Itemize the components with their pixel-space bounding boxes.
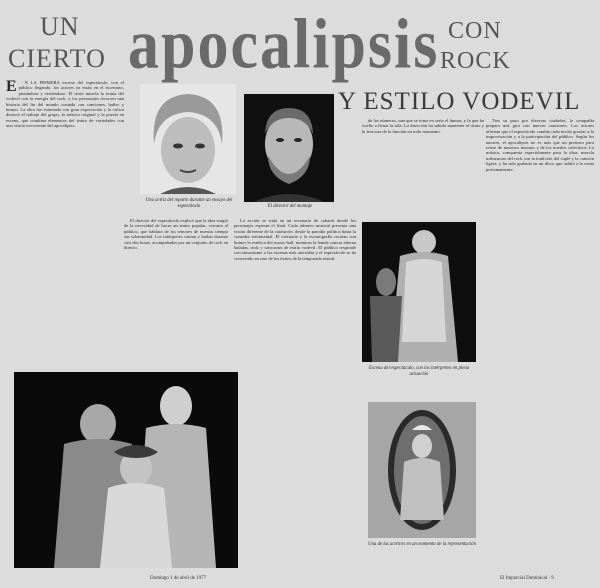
article-column-1	[6, 80, 124, 360]
caption-woman: Una actriz del reparto durante un ensayo del espectáculo	[145, 198, 233, 209]
article-column-4	[362, 118, 484, 218]
caption-man: El director del montaje	[267, 204, 313, 209]
article-column-2	[124, 218, 228, 368]
footer-publication: El Imparcial Dominical · 9	[500, 576, 554, 581]
article-paragraph: de los números, una que se toma en serio el humor, y la que ha vuelto a llenar la sala. La dirección ha sabido mantener el ritmo y la frescura de la función en todo momento.	[362, 118, 484, 134]
drop-cap: E	[6, 80, 17, 95]
photo-stage-performers	[362, 222, 476, 362]
footer-date: Domingo 1 de abril de 1977	[150, 576, 207, 581]
photo-mirror-performer	[368, 402, 476, 538]
article-paragraph: La acción se sitúa en un escenario de cabaret donde los personajes esperan el final. Cada número musical presenta una visión diferente de la catástrofe, desde la parodia política hasta la comedia sentimental. El vestuario y la escenografía recrean con humor la estética del music-hall, mientras la banda sonora alterna baladas, rock y canciones de estilo vodevil. El público responde con entusiasmo a las escenas más atrevidas y el espectáculo se ha convertido en uno de los éxitos de la temporada teatral.	[234, 218, 356, 261]
headline-con: CON	[448, 18, 502, 44]
article-paragraph: El director del espectáculo explicó que la idea surgió de la necesidad de hacer un teatro popular, cercano al público, que hablara de los temores de nuestro tiempo sin solemnidad. Los intérpretes cantan y bailan durante casi dos horas, acompañados por un conjunto de rock en directo.	[124, 218, 228, 251]
headline-un: UN	[40, 12, 80, 41]
photo-group-performers	[14, 372, 238, 568]
article-paragraph: N LA PRIMERA escena del espectáculo, con el público llegando, los actores ya están en el escenario, pintándose y vistiéndose. El texto mezcla la ironía del vodevil con la energía del rock, y los personajes recorren una historia del fin del mundo contada con canciones, bailes y humor. La obra fue estrenada con gran expectación y la crítica destacó el trabajo del grupo, la música original y la puesta en escena, que combina elementos del teatro de variedades con una visión irreverente del apocalipsis.	[6, 80, 124, 129]
article-paragraph: Tras su paso por diversas ciudades, la compañía prepara una gira con nuevas canciones. Los actores afirman que el espectáculo cambia cada noche gracias a la improvisación y a la participación del público. Según los autores, el apocalipsis no es más que un pretexto para reírse de nosotros mismos y de los miedos colectivos. La música, compuesta especialmente para la obra, mezcla influencias del rock con la tradición del cuplé y la canción ligera, y ha sido grabada en un disco que saldrá a la venta próximamente.	[486, 118, 594, 172]
headline-apocalipsis: apocalipsis	[128, 5, 440, 84]
headline-rock: ROCK	[440, 48, 511, 74]
article-column-3	[234, 218, 356, 576]
article-column-5	[486, 118, 594, 570]
caption-mirror: Una de las actrices en un momento de la representación	[368, 542, 476, 547]
headline-y-estilo-vodevil: Y ESTILO VODEVIL	[338, 88, 581, 115]
photo-portrait-man	[244, 94, 334, 202]
headline-cierto: CIERTO	[8, 44, 106, 73]
photo-portrait-woman	[140, 84, 236, 194]
caption-stage: Escena del espectáculo, con los intérpretes en plena actuación	[368, 366, 470, 377]
